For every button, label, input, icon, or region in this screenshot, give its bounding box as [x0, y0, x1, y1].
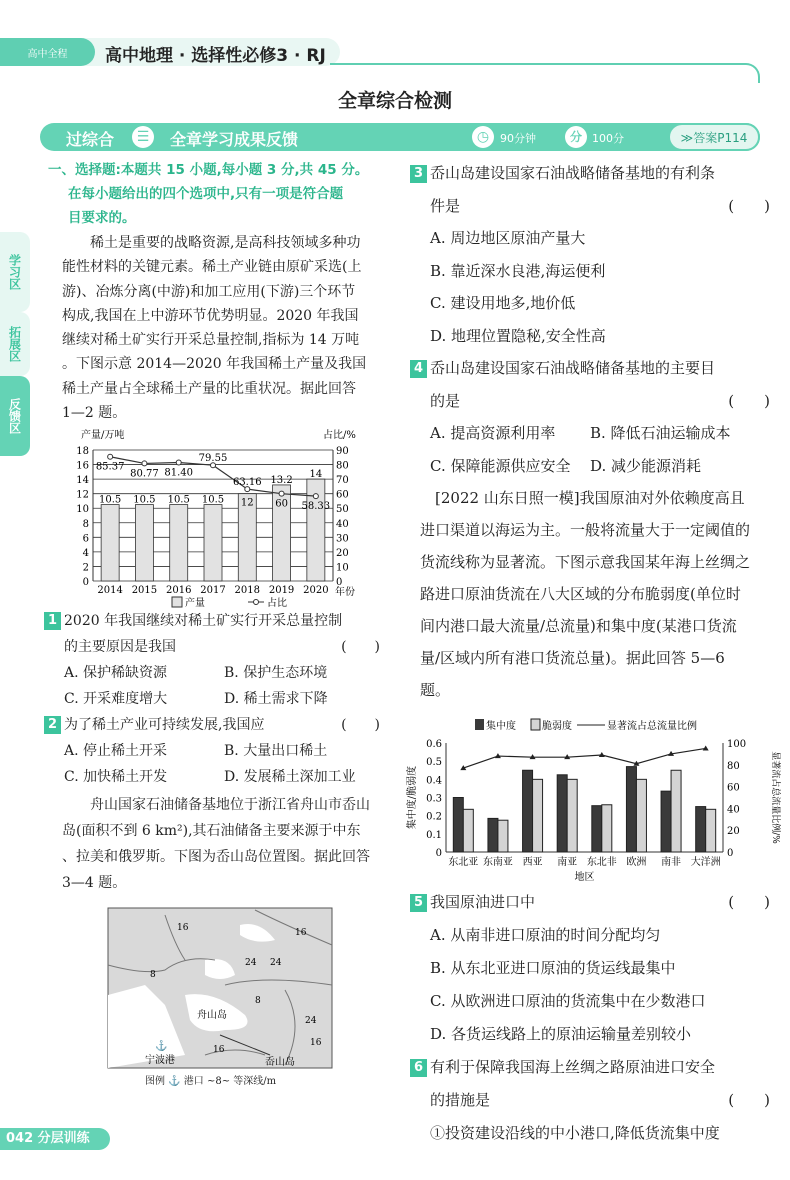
- text-line: 岛(面积不到 6 km²),其石油储备主要来源于中东: [62, 823, 361, 839]
- bar-production: [204, 505, 222, 581]
- label-zhoushan: 舟山岛: [197, 1010, 227, 1021]
- x-tick-label: 2019: [268, 585, 295, 596]
- left-axis-title: 集中度/脆弱度: [407, 765, 418, 830]
- legend-vulnerability: 脆弱度: [542, 721, 572, 732]
- contour-label: 16: [177, 923, 189, 933]
- right-tick-label: 0: [727, 848, 734, 859]
- question-stem: 的措施是: [430, 1091, 491, 1109]
- left-axis-title: 产量/万吨: [81, 430, 125, 441]
- anchor-icon: ⚓: [155, 1041, 168, 1052]
- option-a[interactable]: A. 从南非进口原油的时间分配均匀: [430, 926, 661, 944]
- question-number: 2: [44, 716, 61, 734]
- left-tick-label: 0.1: [426, 829, 442, 841]
- map-aoshan-island: [105, 905, 335, 1070]
- right-tick-label: 20: [727, 826, 740, 838]
- share-point: [142, 461, 147, 466]
- share-label: 85.37: [95, 461, 125, 473]
- question-5: [410, 886, 770, 1051]
- left-tick-label: 8: [82, 518, 89, 530]
- contour-label: 8: [150, 970, 156, 980]
- right-axis-title: 显著流占总流量比例/%: [770, 751, 780, 844]
- right-tick-label: 100: [727, 739, 747, 750]
- question-stem: 岙山岛建设国家石油战略储备基地的主要目: [430, 359, 716, 377]
- option-c[interactable]: C. 开采难度增大: [64, 691, 168, 707]
- text-line: 3—4 题。: [62, 875, 127, 891]
- bar-concentration: [661, 791, 671, 852]
- contour-label: 16: [213, 1045, 225, 1055]
- option-c[interactable]: C. 保障能源供应安全: [430, 456, 571, 475]
- significant-flow-line: [463, 748, 705, 768]
- legend-swatch-production: [172, 597, 182, 607]
- bar-label: 10.5: [167, 494, 190, 506]
- share-label: 58.33: [301, 501, 331, 513]
- question-stem: 我国原油进口中: [430, 893, 536, 911]
- right-tick-label: 10: [336, 562, 349, 574]
- contour-label: 16: [310, 1038, 322, 1048]
- question-1: [44, 608, 380, 712]
- left-tick-label: 0.6: [426, 739, 442, 750]
- legend-share: 占比: [267, 598, 287, 609]
- footer-label: 分层训练: [37, 1131, 90, 1146]
- x-tick-label: 西亚: [522, 857, 543, 868]
- bar-concentration: [592, 806, 602, 852]
- right-tick-label: 50: [336, 504, 349, 516]
- share-label: 81.40: [164, 467, 194, 479]
- left-tick-label: 0.5: [426, 757, 442, 769]
- option-d[interactable]: D. 发展稀土深加工业: [224, 769, 356, 785]
- bar-label: 14: [309, 469, 323, 481]
- clock-icon: ◷: [472, 126, 494, 148]
- answer-blank[interactable]: ( ): [341, 639, 380, 655]
- option-b[interactable]: B. 大量出口稀土: [224, 743, 328, 759]
- legend-swatch-concentration: [475, 719, 484, 730]
- x-tick-label: 2015: [131, 585, 158, 596]
- option-a[interactable]: A. 停止稀土开采: [64, 743, 168, 759]
- label-aoshan: 岙山岛: [265, 1057, 295, 1068]
- left-questions: [44, 608, 380, 790]
- share-point: [176, 460, 181, 465]
- question-stem: 件是: [430, 196, 461, 215]
- question-2: [44, 712, 380, 790]
- section-heading: [48, 158, 380, 230]
- x-tick-label: 2016: [165, 585, 192, 596]
- text-line: 1—2 题。: [62, 405, 127, 422]
- text-line: 。下图示意 2014—2020 年我国稀土产量及我国: [62, 356, 367, 373]
- text-line: 题。: [420, 681, 451, 699]
- question-number: 3: [410, 165, 427, 183]
- logo-text: 高中全程: [27, 48, 68, 60]
- bar-label: 10.5: [201, 494, 225, 506]
- text-line: 能性材料的关键元素。稀土产业链由原矿采选(上: [62, 259, 362, 276]
- bar-concentration: [626, 767, 636, 852]
- right-tick-label: 60: [336, 489, 349, 501]
- passage-rare-earth: [62, 231, 380, 425]
- x-tick-label: 2020: [303, 585, 329, 596]
- right-axis-title: 占比/%: [323, 430, 356, 441]
- question-stem: 的是: [430, 391, 461, 410]
- legend-swatch-vulnerability: [531, 719, 540, 730]
- section-label: 过综合: [66, 130, 115, 149]
- question-number: 6: [410, 1059, 427, 1077]
- bar-label: 10.5: [133, 494, 156, 506]
- text-line: 路进口原油货流在八大区域的分布脆弱度(单位时: [420, 585, 741, 603]
- x-tick-label: 2018: [234, 585, 261, 596]
- text-line: 、拉美和俄罗斯。下图为岙山岛位置图。据此回答: [62, 849, 370, 865]
- question-number: 1: [44, 612, 61, 630]
- left-tick-label: 0.2: [426, 811, 442, 823]
- option-a[interactable]: A. 保护稀缺资源: [64, 665, 168, 681]
- right-column: [410, 157, 770, 482]
- side-tab-feedback[interactable]: 反馈区: [0, 376, 30, 456]
- text-line: 稀土产量占全球稀土产量的比重状况。据此回答: [62, 380, 356, 397]
- answer-blank[interactable]: ( ): [728, 391, 770, 410]
- heading-line: 目要求的。: [68, 210, 136, 226]
- brand-logo: [0, 38, 95, 66]
- right-tick-label: 30: [336, 533, 349, 545]
- right-questions: [410, 886, 770, 1150]
- question-stem: 为了稀土产业可持续发展,我国应: [64, 717, 265, 733]
- option-b[interactable]: B. 靠近深水良港,海运便利: [430, 261, 606, 280]
- map-legend: 图例 ⚓ 港口 ~8~ 等深线/m: [145, 1076, 277, 1087]
- bar-vulnerability: [602, 805, 612, 852]
- section-banner: [40, 123, 760, 151]
- option-b[interactable]: B. 保护生态环境: [224, 665, 328, 681]
- bar-concentration: [557, 775, 567, 852]
- x-tick-label: 2017: [200, 585, 226, 596]
- option-c[interactable]: C. 从欧洲进口原油的货流集中在少数港口: [430, 992, 706, 1010]
- share-point: [279, 491, 284, 496]
- bar-vulnerability: [636, 779, 646, 852]
- x-tick-label: 南非: [661, 857, 682, 868]
- bar-label: 12: [240, 497, 254, 509]
- right-tick-label: 0: [336, 577, 343, 588]
- option-d[interactable]: D. 减少能源消耗: [590, 456, 702, 475]
- bar-vulnerability: [706, 809, 716, 852]
- right-tick-label: 40: [727, 804, 740, 816]
- share-label: 80.77: [130, 468, 159, 480]
- bar-concentration: [523, 770, 533, 852]
- list-icon: ☰: [132, 126, 154, 148]
- significant-flow-marker: [599, 752, 605, 757]
- left-tick-label: 12: [76, 489, 89, 501]
- question-stem: 岙山岛建设国家石油战略储备基地的有利条: [430, 164, 716, 182]
- option-d[interactable]: D. 各货运线路上的原油运输量差别较小: [430, 1025, 692, 1043]
- text-line: 继续对稀土矿实行开采总量控制,指标为 14 万吨: [62, 332, 360, 349]
- bar-concentration: [696, 807, 706, 852]
- bar-production: [170, 505, 188, 581]
- text-line: 间内港口最大流量/总流量)和集中度(某港口货流: [420, 617, 737, 635]
- x-tick-label: 东北亚: [448, 857, 479, 868]
- header-divider: [330, 63, 760, 83]
- answer-blank[interactable]: ( ): [728, 893, 770, 911]
- section-subtitle: 全章学习成果反馈: [170, 130, 299, 149]
- heading-line: 一、选择题:本题共 15 小题,每小题 3 分,共 45 分。: [48, 162, 369, 178]
- left-tick-label: 10: [76, 504, 89, 516]
- text-line: 稀土是重要的战略资源,是高科技领域多种功: [90, 235, 361, 251]
- contour-label: 8: [255, 996, 261, 1006]
- answer-blank[interactable]: ( ): [728, 1091, 770, 1109]
- x-tick-label: 欧洲: [626, 857, 647, 868]
- score-icon: 分: [565, 126, 587, 148]
- left-tick-label: 0.4: [426, 775, 442, 787]
- x-tick-label: 南亚: [557, 857, 578, 868]
- left-tick-label: 4: [82, 547, 89, 559]
- answer-reference-button[interactable]: ≫答案P114: [668, 123, 760, 151]
- text-line: 进口渠道以海运为主。一般将流量大于一定阈值的: [420, 521, 751, 539]
- chart-oil-flow: [405, 715, 785, 885]
- bar-concentration: [453, 798, 463, 853]
- right-tick-label: 90: [336, 446, 349, 457]
- answer-blank[interactable]: ( ): [341, 717, 380, 733]
- left-tick-label: 0: [435, 848, 442, 859]
- text-line: 舟山国家石油储备基地位于浙江省舟山市岙山: [90, 797, 370, 813]
- bar-vulnerability: [498, 820, 508, 852]
- label-ningbo: 宁波港: [145, 1055, 175, 1066]
- bar-label: 10.5: [99, 494, 122, 506]
- option-d[interactable]: D. 稀土需求下降: [224, 691, 328, 707]
- bar-vulnerability: [463, 809, 473, 852]
- share-label: 63.16: [232, 477, 262, 489]
- time-limit: 90分钟: [500, 132, 536, 145]
- bar-concentration: [488, 818, 498, 852]
- contour-label: 24: [305, 1016, 317, 1026]
- option-a[interactable]: A. 提高资源利用率: [430, 424, 556, 442]
- x-tick-label: 2014: [97, 585, 123, 596]
- right-tick-label: 70: [336, 475, 349, 487]
- x-tick-label: 东北非: [586, 857, 617, 868]
- x-tick-label: 大洋洲: [690, 857, 721, 868]
- option-b[interactable]: B. 降低石油运输成本: [590, 424, 731, 442]
- contour-label: 24: [270, 958, 282, 968]
- question-number: 5: [410, 894, 427, 912]
- text-line: 构成,我国在上中游环节优势明显。2020 年我国: [62, 307, 359, 324]
- legend-significant-flow: 显著流占总流量比例: [607, 721, 697, 732]
- statement-1: ①投资建设沿线的中小港口,降低货流集中度: [430, 1124, 720, 1142]
- page-number: 042: [6, 1131, 34, 1146]
- left-tick-label: 16: [76, 460, 89, 472]
- right-tick-label: 60: [727, 782, 740, 794]
- legend-production: 产量: [185, 598, 205, 609]
- option-b[interactable]: B. 从东北亚进口原油的货运线最集中: [430, 959, 676, 977]
- side-tab-extend[interactable]: 拓展区: [0, 312, 30, 376]
- right-tick-label: 40: [336, 518, 349, 530]
- left-tick-label: 6: [82, 533, 89, 545]
- book-title: 高中地理 · 选择性必修3 · RJ: [105, 46, 326, 66]
- chart-rare-earth: [60, 426, 380, 610]
- question-stem: 有利于保障我国海上丝绸之路原油进口安全: [430, 1058, 716, 1076]
- text-line: 货流线称为显著流。下图示意我国某年海上丝绸之: [420, 553, 751, 571]
- legend-concentration: 集中度: [486, 721, 516, 732]
- page-title: 全章综合检测: [337, 90, 452, 112]
- share-point: [108, 454, 113, 459]
- question-number: 4: [410, 360, 427, 378]
- left-tick-label: 0: [82, 577, 89, 588]
- x-axis-title: 年份: [335, 587, 355, 598]
- x-axis-title: 地区: [574, 872, 595, 883]
- bar-label: 13.2: [270, 474, 293, 486]
- left-tick-label: 0.3: [426, 793, 442, 805]
- side-tab-study[interactable]: 学习区: [0, 232, 30, 312]
- text-line: 游)、冶炼分离(中游)和加工应用(下游)三个环节: [62, 283, 356, 300]
- share-label: 60: [275, 498, 288, 510]
- right-tick-label: 80: [727, 760, 740, 772]
- bar-vulnerability: [567, 779, 577, 852]
- question-4: [410, 352, 770, 482]
- bar-production: [101, 505, 119, 581]
- x-tick-label: 东南亚: [482, 857, 513, 868]
- left-tick-label: 2: [82, 562, 89, 574]
- legend-marker-share: [254, 600, 259, 605]
- contour-label: 24: [245, 958, 257, 968]
- total-score: 100分: [592, 132, 624, 145]
- significant-flow-marker: [703, 745, 709, 750]
- share-label: 79.55: [198, 453, 228, 465]
- bar-vulnerability: [533, 779, 543, 852]
- heading-line: 在每小题给出的四个选项中,只有一项是符合题: [68, 186, 344, 202]
- question-stem: 的主要原因是我国: [64, 639, 176, 655]
- passage-oil-import: [420, 482, 770, 706]
- bar-vulnerability: [671, 770, 681, 852]
- right-tick-label: 80: [336, 460, 349, 472]
- page-footer: [0, 1128, 110, 1150]
- option-a[interactable]: A. 周边地区原油产量大: [430, 229, 586, 247]
- contour-label: 16: [295, 928, 307, 938]
- option-c[interactable]: C. 建设用地多,地价低: [430, 294, 576, 312]
- question-stem: 2020 年我国继续对稀土矿实行开采总量控制: [64, 613, 343, 629]
- question-3: [410, 157, 770, 352]
- left-tick-label: 14: [76, 475, 89, 487]
- option-d[interactable]: D. 地理位置隐秘,安全性高: [430, 326, 606, 345]
- question-6: [410, 1051, 770, 1150]
- text-line: 量/区域内所有港口货流总量)。据此回答 5—6: [420, 649, 725, 667]
- share-point: [313, 494, 318, 499]
- passage-zhoushan: [62, 792, 380, 896]
- bar-production: [135, 505, 153, 581]
- option-c[interactable]: C. 加快稀土开发: [64, 769, 168, 785]
- left-tick-label: 18: [76, 446, 89, 457]
- right-tick-label: 20: [336, 547, 349, 559]
- text-line: [2022 山东日照一模]我国原油对外依赖度高且: [435, 489, 745, 507]
- answer-blank[interactable]: ( ): [728, 196, 770, 215]
